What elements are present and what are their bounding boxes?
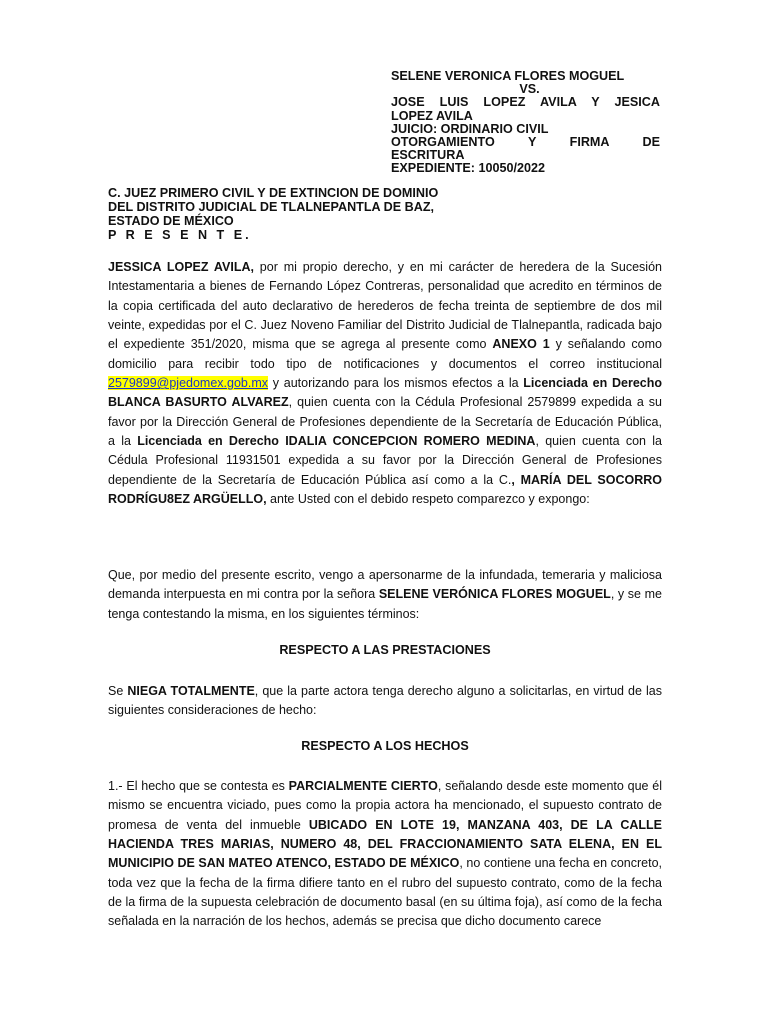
hecho-text-1: 1.- El hecho que se contesta es <box>108 779 289 793</box>
juicio-label: JUICIO: ORDINARIO CIVIL <box>391 121 549 136</box>
plaintiff-name: SELENE VERONICA FLORES MOGUEL <box>391 69 625 83</box>
intro-text-6: ante Usted con el debido respeto comparezco y expongo: <box>266 492 590 507</box>
hecho-text-2: , señalando desde este momento que él mismo se encuentra viciado, pues como la propia actora ha mencionado, el supuesto contrato de promesa de venta del inmueble <box>108 779 662 832</box>
intro-text-3: y autorizando para los mismos efectos a la <box>268 376 524 391</box>
intro-text-2: y señalando como domicilio para recibir todo tipo de notificaciones y documentos el correo institucional <box>108 337 662 371</box>
presente-label: P R E S E N T E. <box>108 228 252 242</box>
intro-text-5: , quien cuenta con la Cédula Profesional 11931501 expedida a su favor por la Dirección General de Profesiones dependiente de la Secretaría de Educación Pública así como a la C. <box>108 434 662 487</box>
annex-label: ANEXO 1 <box>492 337 550 352</box>
addressee-line-2: DEL DISTRITO JUDICIAL DE TLALNEPANTLA DE BAZ, <box>108 200 435 214</box>
hecho-text-3: , no contiene una fecha en concreto, toda vez que la fecha de la firma difiere tanto en el rubro del supuesto contrato, como de la fecha de la firma de la supuesta celebración de documento basal (en su última foja), así como de la fecha señalada en la narración de los hechos, además se precisa que dicho documento carece <box>108 856 662 929</box>
paragraph-appearance <box>108 566 662 624</box>
defendants-line-1: JOSE LUIS LOPEZ AVILA Y JESICA <box>391 95 660 110</box>
intro-text-4: , quien cuenta con la Cédula Profesional 2579899 expedida a su favor por la Dirección General de Profesiones dependiente de la Secretaría de Educación Pública, a la <box>108 395 663 449</box>
lawyer-1-name: Licenciada en Derecho BLANCA BASURTO ALVAREZ <box>108 376 662 410</box>
versus-label: VS. <box>519 82 540 97</box>
parcialmente-cierto: PARCIALMENTE CIERTO <box>288 779 438 793</box>
email-link[interactable]: 2579899@pjedomex.gob.mx <box>108 376 269 391</box>
intro-text-1: por mi propio derecho, y en mi carácter de heredera de la Sucesión Intestamentaria a bienes de Fernando López Contreras, personalidad que acredito en términos de la copia certificada del auto declarativo de herederos de fecha treinta de septiembre de dos mil veinte, expedidas por el C. Juez Noveno Familiar del Distrito Judicial de Tlalnepantla, radicada bajo el expediente 351/2020, misma que se agrega al presente como <box>108 260 662 352</box>
appearance-text-2: , y se me tenga contestando la misma, en los siguientes términos: <box>108 587 662 621</box>
heading-prestaciones: RESPECTO A LAS PRESTACIONES <box>279 643 491 657</box>
expediente-label: EXPEDIENTE: 10050/2022 <box>391 161 546 176</box>
appearance-text-1: Que, por medio del presente escrito, vengo a apersonarme de la infundada, temeraria y maliciosa demanda interpuesta en mi contra por la señora <box>108 568 662 602</box>
prestaciones-text-1: Se <box>108 684 128 698</box>
plaintiff-mention: SELENE VERÓNICA FLORES MOGUEL <box>378 587 611 602</box>
niega-totalmente: NIEGA TOTALMENTE <box>127 684 255 698</box>
addressee-line-1: C. JUEZ PRIMERO CIVIL Y DE EXTINCION DE DOMINIO <box>108 186 439 200</box>
paragraph-hecho-1 <box>108 777 662 932</box>
defendants-line-2: LOPEZ AVILA <box>391 108 473 123</box>
paragraph-introduction <box>108 258 662 509</box>
lawyer-2-name: Licenciada en Derecho IDALIA CONCEPCION ROMERO MEDINA <box>137 434 536 449</box>
subject-line-2: ESCRITURA <box>391 148 465 163</box>
authorized-person-name: , MARÍA DEL SOCORRO RODRÍGU8EZ ARGÜELLO, <box>108 472 663 507</box>
paragraph-prestaciones <box>108 682 662 721</box>
heading-hechos: RESPECTO A LOS HECHOS <box>301 739 469 753</box>
author-name: JESSICA LOPEZ AVILA, <box>108 260 254 274</box>
addressee-line-3: ESTADO DE MÉXICO <box>108 214 234 228</box>
subject-line-1: OTORGAMIENTO Y FIRMA DE <box>391 135 660 150</box>
case-caption <box>391 70 660 176</box>
property-address: UBICADO EN LOTE 19, MANZANA 403, DE LA CALLE HACIENDA TRES MARIAS, NUMERO 48, DEL FRACCIONAMIENTO SATA ELENA, EN EL MUNICIPIO DE SAN MATEO ATENCO, ESTADO DE MÉXICO <box>108 817 662 871</box>
prestaciones-text-2: , que la parte actora tenga derecho alguno a solicitarlas, en virtud de las siguientes consideraciones de hecho: <box>108 684 662 718</box>
addressee-block <box>108 186 668 242</box>
